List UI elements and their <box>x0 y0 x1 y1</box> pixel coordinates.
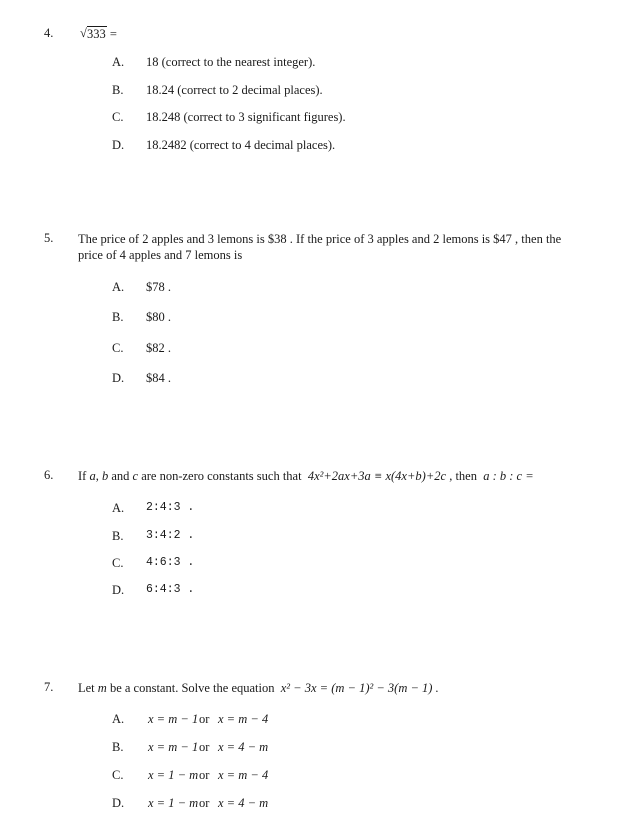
stem-text: If <box>78 469 87 483</box>
stem-line-1: The price of 2 apples and 3 lemons is $38 . If the price of 3 apples and 2 lemons is $47 , then the <box>78 232 562 246</box>
ratio-expression: a : b : c = <box>483 469 534 483</box>
question-number: 4. <box>44 26 54 40</box>
option-root-2: x = m − 4 <box>218 712 269 726</box>
variable-c: c <box>132 469 139 483</box>
option-text: $80 . <box>146 310 171 324</box>
variable-m: m <box>97 681 107 695</box>
option-text: 18.248 (correct to 3 significant figures). <box>146 110 346 124</box>
option-label: C. <box>112 768 124 782</box>
identity-equation: 4x²+2ax+3a ≡ x(4x+b)+2c <box>307 469 447 483</box>
equals-sign: = <box>106 27 117 41</box>
option-label: A. <box>112 280 125 294</box>
option-label: D. <box>112 371 125 385</box>
option-text: 4:6:3 . <box>146 556 195 569</box>
question-stem: If a, b and c are non-zero constants such that 4x²+2ax+3a ≡ x(4x+b)+2c , then a : b : c = <box>78 469 534 483</box>
stem-text: Let <box>78 681 95 695</box>
question-number: 5. <box>44 231 54 245</box>
option-or: or <box>199 712 210 726</box>
option-root-1: x = m − 1 <box>148 740 199 754</box>
option-root-1: x = 1 − m <box>148 796 199 810</box>
question-number: 6. <box>44 468 54 482</box>
option-label: A. <box>112 712 125 726</box>
option-root-2: x = m − 4 <box>218 768 269 782</box>
option-root-2: x = 4 − m <box>218 740 269 754</box>
option-label: D. <box>112 583 125 597</box>
option-label: A. <box>112 55 125 69</box>
option-root-1: x = 1 − m <box>148 768 199 782</box>
option-text: $82 . <box>146 341 171 355</box>
stem-text: , then <box>449 469 477 483</box>
option-root-1: x = m − 1 <box>148 712 199 726</box>
option-label: B. <box>112 529 124 543</box>
option-text: 6:4:3 . <box>146 583 195 596</box>
variable-a: a <box>89 469 96 483</box>
quadratic-equation: x² − 3x = (m − 1)² − 3(m − 1) . <box>280 681 439 695</box>
option-or: or <box>199 796 210 810</box>
option-text: $84 . <box>146 371 171 385</box>
option-or: or <box>199 768 210 782</box>
question-stem <box>78 231 603 263</box>
option-label: C. <box>112 110 124 124</box>
option-label: D. <box>112 796 125 810</box>
option-label: C. <box>112 556 124 570</box>
option-root-2: x = 4 − m <box>218 796 269 810</box>
stem-line-2: price of 4 apples and 7 lemons is <box>78 248 243 262</box>
radicand: 333 <box>87 27 106 41</box>
option-text: 3:4:2 . <box>146 529 195 542</box>
option-label: A. <box>112 501 125 515</box>
option-text: 2:4:3 . <box>146 501 195 514</box>
question-number: 7. <box>44 680 54 694</box>
option-label: C. <box>112 341 124 355</box>
option-or: or <box>199 740 210 754</box>
stem-text: be a constant. Solve the equation <box>109 681 275 695</box>
option-text: $78 . <box>146 280 171 294</box>
question-stem <box>80 26 605 42</box>
option-text: 18 (correct to the nearest integer). <box>146 55 316 69</box>
option-text: 18.24 (correct to 2 decimal places). <box>146 83 323 97</box>
question-stem <box>78 680 603 696</box>
option-label: B. <box>112 83 124 97</box>
option-text: 18.2482 (correct to 4 decimal places). <box>146 138 336 152</box>
variable-b: b <box>101 469 109 483</box>
option-label: B. <box>112 740 124 754</box>
option-label: B. <box>112 310 124 324</box>
square-root-expression: √ 333 <box>80 26 106 41</box>
stem-text: are non-zero constants such that <box>141 469 302 483</box>
option-label: D. <box>112 138 125 152</box>
